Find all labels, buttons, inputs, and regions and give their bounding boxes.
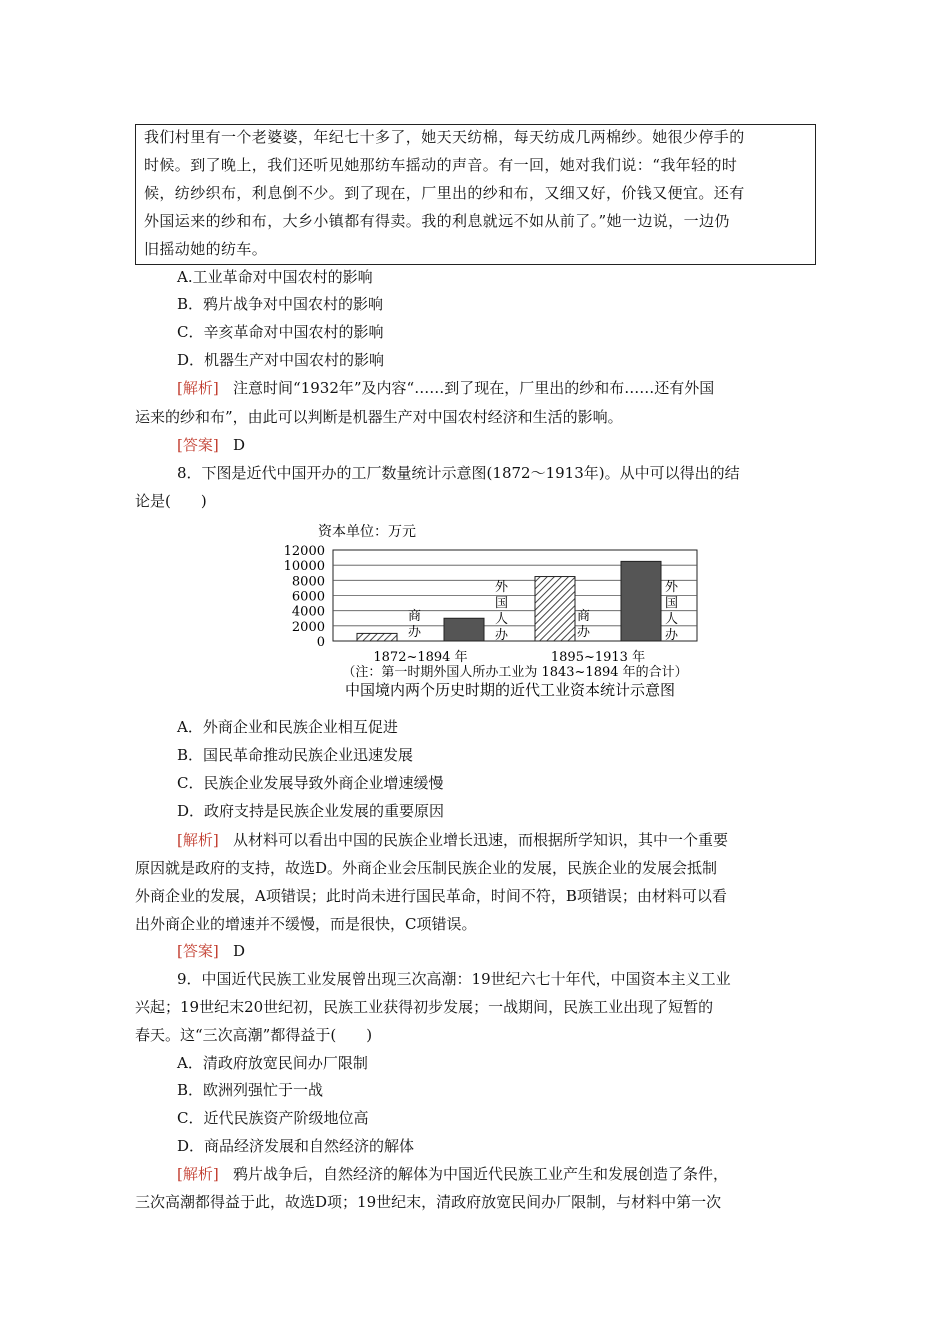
chart-note: （注：第一时期外国人所办工业为 1843~1894 年的合计）: [342, 665, 688, 680]
q7-analysis-line: 运来的纱和布”，由此可以判断是机器生产对中国农村经济和生活的影响。: [135, 408, 623, 426]
q8-analysis-tag: [解析]: [177, 831, 219, 849]
q9-analysis-tag: [解析]: [177, 1165, 219, 1183]
q8-stem: 论是( ): [135, 492, 207, 510]
y-tick-label: 12000: [283, 544, 325, 559]
bar-label-foreign: 人: [665, 612, 679, 627]
bar-label-foreign: 外: [495, 580, 509, 595]
bar-label-domestic: 商: [408, 609, 422, 624]
bar-foreign: [621, 561, 661, 641]
passage-line: 旧摇动她的纺车。: [144, 240, 268, 258]
q9-stem: 兴起；19世纪末20世纪初，民族工业获得初步发展；一战期间，民族工业出现了短暂的: [135, 998, 714, 1016]
chart-unit-label: 资本单位：万元: [318, 524, 416, 540]
q8-answer: D: [233, 942, 246, 960]
chart-title: 中国境内两个历史时期的近代工业资本统计示意图: [344, 681, 676, 699]
y-tick-label: 6000: [291, 589, 325, 605]
q7-answer: D: [233, 436, 246, 454]
q8-analysis-line: 出外商企业的增速并不缓慢，而是很快，C项错误。: [135, 915, 477, 933]
q9-stem: 春天。这“三次高潮”都得益于( ): [135, 1026, 373, 1044]
bar-domestic: [357, 633, 397, 641]
bar-label-foreign: 国: [665, 596, 679, 611]
q7-option-b: B．鸦片战争对中国农村的影响: [177, 295, 384, 313]
y-tick-label: 8000: [291, 574, 325, 590]
bar-domestic: [535, 577, 575, 641]
passage-line: 时候。到了晚上，我们还听见她那纺车摇动的声音。有一回，她对我们说：“我年轻的时: [144, 156, 738, 174]
q8-option-b: B．国民革命推动民族企业迅速发展: [177, 746, 414, 764]
q9-option-d: D．商品经济发展和自然经济的解体: [177, 1137, 415, 1155]
bar-label-foreign: 办: [495, 628, 509, 643]
bar-foreign: [444, 618, 484, 641]
q9-stem: 9．中国近代民族工业发展曾出现三次高潮：19世纪六七十年代，中国资本主义工业: [177, 970, 731, 988]
q8-analysis-line: 外商企业的发展，A项错误；此时尚未进行国民革命，时间不符，B项错误；由材料可以看: [135, 887, 727, 905]
q7-option-c: C．辛亥革命对中国农村的影响: [177, 323, 384, 341]
q8-analysis-line: 从材料可以看出中国的民族企业增长迅速，而根据所学知识，其中一个重要: [233, 831, 729, 849]
passage-line: 我们村里有一个老婆婆，年纪七十多了，她天天纺棉，每天纺成几两棉纱。她很少停手的: [144, 128, 745, 146]
y-tick-label: 10000: [283, 559, 325, 575]
q8-stem: 8．下图是近代中国开办的工厂数量统计示意图(1872～1913年)。从中可以得出的结: [177, 464, 740, 482]
bar-label-foreign: 办: [665, 628, 679, 643]
bar-label-foreign: 外: [665, 580, 679, 595]
bar-label-foreign: 人: [495, 612, 509, 627]
q9-option-c: C．近代民族资产阶级地位高: [177, 1109, 369, 1127]
bar-label-domestic: 办: [408, 625, 422, 640]
bar-label-domestic: 办: [577, 625, 591, 640]
x-category-label: 1872~1894 年: [373, 650, 468, 665]
passage-box: [135, 124, 816, 265]
bar-label-domestic: 商: [577, 609, 591, 624]
y-tick-label: 4000: [291, 604, 325, 620]
q7-analysis-tag: [解析]: [177, 379, 219, 397]
passage-line: 候，纺纱织布，利息倒不少。到了现在，厂里出的纱和布，又细又好，价钱又便宜。还有: [144, 184, 745, 202]
q8-option-d: D．政府支持是民族企业发展的重要原因: [177, 802, 445, 820]
q9-option-a: A．清政府放宽民间办厂限制: [177, 1054, 368, 1072]
q7-option-a: A.工业革命对中国农村的影响: [177, 268, 373, 286]
q7-option-d: D．机器生产对中国农村的影响: [177, 351, 385, 369]
x-category-label: 1895~1913 年: [550, 650, 646, 665]
q8-analysis-line: 原因就是政府的支持，故选D。外商企业会压制民族企业的发展，民族企业的发展会抵制: [135, 859, 718, 877]
y-tick-label: 0: [316, 635, 325, 650]
capital-bar-chart: [280, 518, 720, 703]
q9-analysis-line: 鸦片战争后，自然经济的解体为中国近代民族工业产生和发展创造了条件，: [233, 1165, 729, 1183]
q8-answer-tag: [答案]: [177, 942, 219, 960]
q9-analysis-line: 三次高潮都得益于此，故选D项；19世纪末，清政府放宽民间办厂限制，与材料中第一次: [135, 1193, 722, 1211]
q8-option-c: C．民族企业发展导致外商企业增速缓慢: [177, 774, 444, 792]
q7-analysis-line: 注意时间“1932年”及内容“……到了现在，厂里出的纱和布……还有外国: [233, 379, 715, 397]
y-tick-label: 2000: [291, 619, 325, 635]
passage-line: 外国运来的纱和布，大乡小镇都有得卖。我的利息就远不如从前了。”她一边说，一边仍: [144, 212, 730, 230]
bar-label-foreign: 国: [495, 596, 509, 611]
q9-option-b: B．欧洲列强忙于一战: [177, 1081, 324, 1099]
q7-answer-tag: [答案]: [177, 436, 219, 454]
q8-option-a: A．外商企业和民族企业相互促进: [177, 718, 398, 736]
